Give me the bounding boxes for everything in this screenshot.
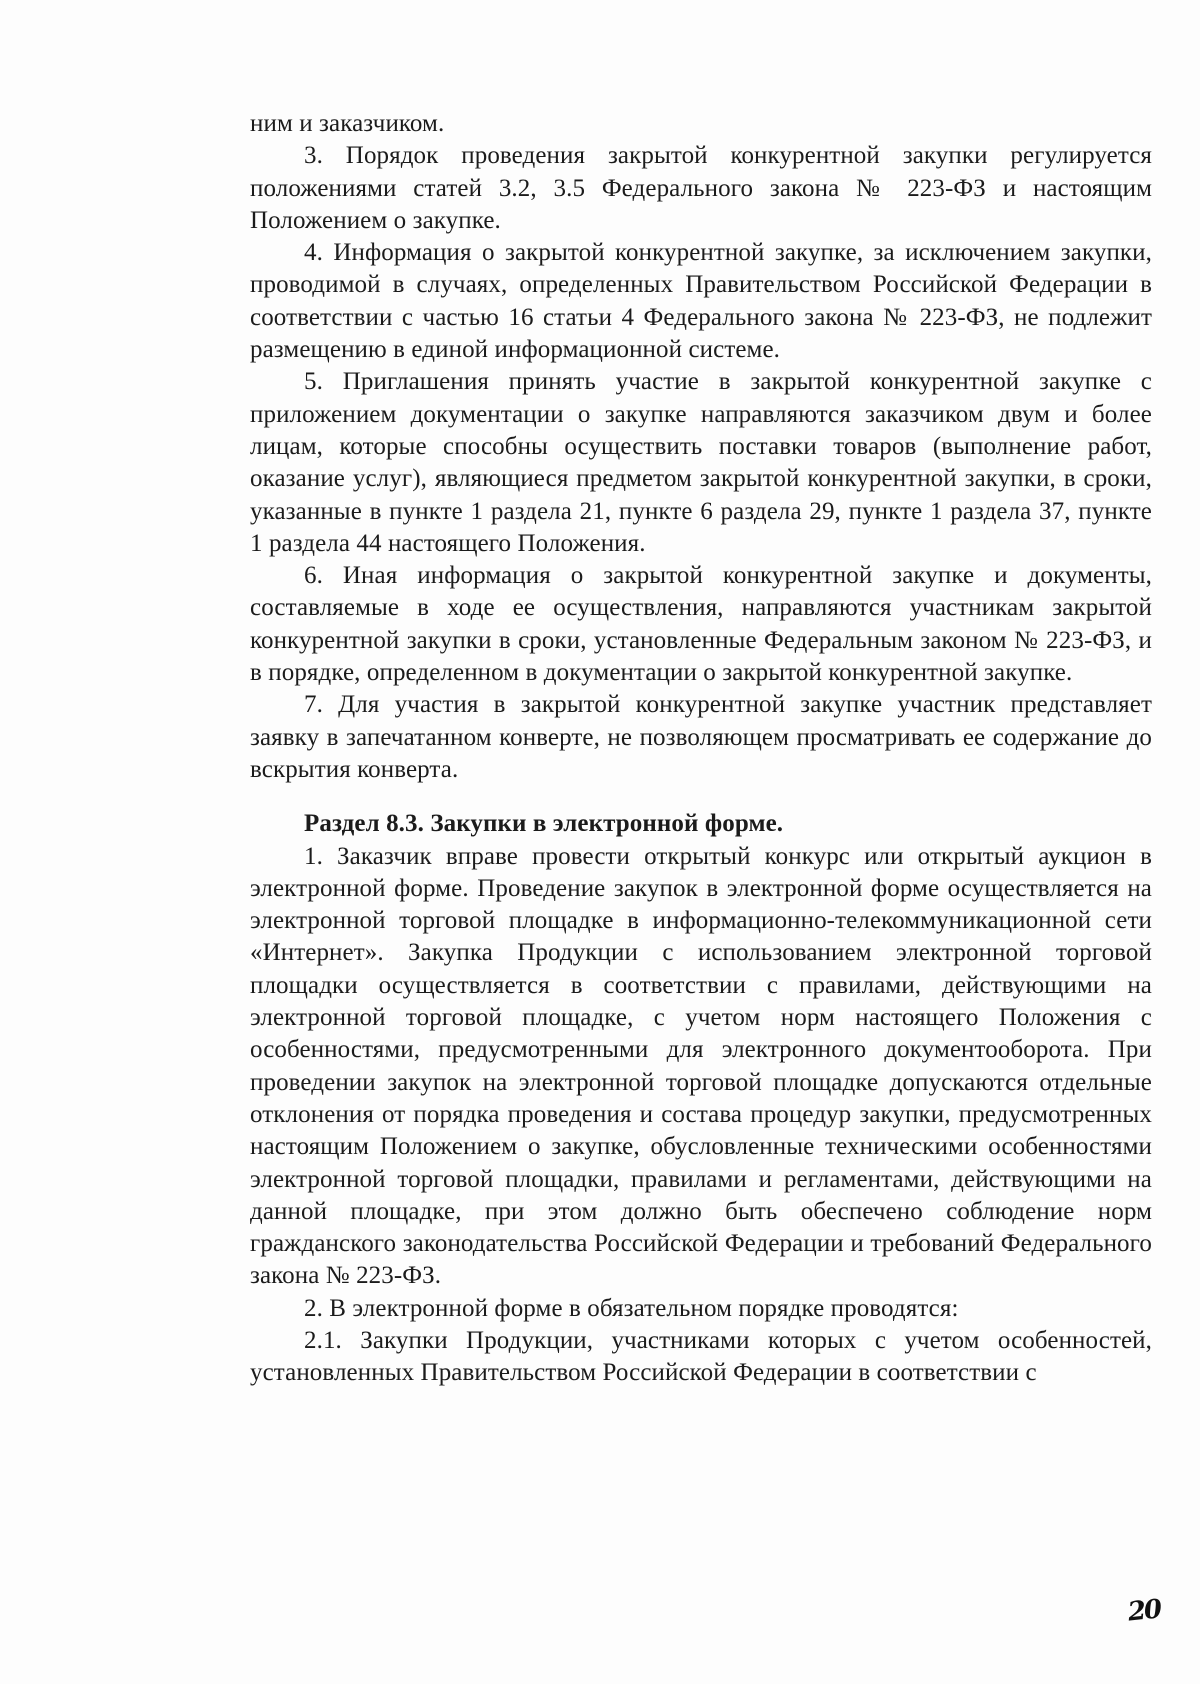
paragraph-continuation: ним и заказчиком. — [250, 110, 445, 137]
paragraph-item-1: 1. Заказчик вправе провести открытый конкурс или открытый аукцион в электронной форме. Проведение закупок в электронной форме осуществляется на электронной торговой площадке в информационно-телекоммуникационной сети «Интернет». Закупка Продукции с использованием электронной торговой площадки осуществляется в соответствии с правилами, действующими на электронной торговой площадке, с учетом норм настоящего Положения с особенностями, предусмотренными для электронного документооборота. При проведении закупок на электронной торговой площадке допускаются отдельные отклонения от порядка проведения и состава процедур закупки, предусмотренных настоящим Положением о закупке, обусловленные техническими особенностями электронной торговой площадки, правилами и регламентами, действующими на данной площадке, при этом должно быть обеспечено соблюдение норм гражданского законодательства Российской Федерации и требований Федерального закона № 223-ФЗ. — [250, 842, 1152, 1290]
paragraph-item-6: 6. Иная информация о закрытой конкурентной закупке и документы, составляемые в ходе ее осуществления, направляются участникам закрытой конкурентной закупки в сроки, установленные Федеральным законом № 223-ФЗ, и в порядке, определенном в документации о закрытой конкурентной закупке. — [250, 562, 1152, 687]
paragraph-item-3: 3. Порядок проведения закрытой конкурентной закупки регулируется положениями статей 3.2, 3.5 Федерального закона № 223-ФЗ и настоящим Положением о закупке. — [250, 142, 1152, 234]
section-heading: Раздел 8.3. Закупки в электронной форме. — [304, 810, 784, 838]
paragraph-item-2: 2. В электронной форме в обязательном порядке проводятся: — [304, 1294, 959, 1322]
paragraph-item-7: 7. Для участия в закрытой конкурентной закупке участник представляет заявку в запечатанном конверте, не позволяющем просматривать ее содержание до вскрытия конверта. — [250, 691, 1152, 783]
handwritten-page-number: 20 — [1126, 1594, 1162, 1628]
paragraph-item-4: 4. Информация о закрытой конкурентной закупке, за исключением закупки, проводимой в случаях, определенных Правительством Российской Федерации в соответствии с частью 16 статьи 4 Федерального закона № 223-ФЗ, не подлежит размещению в единой информационной системе. — [250, 239, 1152, 364]
paragraph-item-5: 5. Приглашения принять участие в закрытой конкурентной закупке с приложением документации о закупке направляются заказчиком двум и более лицам, которые способны осуществить поставки товаров (выполнение работ, оказание услуг), являющиеся предметом закрытой конкурентной закупки, в сроки, указанные в пункте 1 раздела 21, пункте 6 раздела 29, пункте 1 раздела 37, пункте 1 раздела 44 настоящего Положения. — [250, 368, 1152, 557]
document-body — [250, 108, 1152, 1390]
paragraph-item-2-1: 2.1. Закупки Продукции, участниками которых с учетом особенностей, установленных Правительством Российской Федерации в соответствии с — [250, 1326, 1152, 1387]
